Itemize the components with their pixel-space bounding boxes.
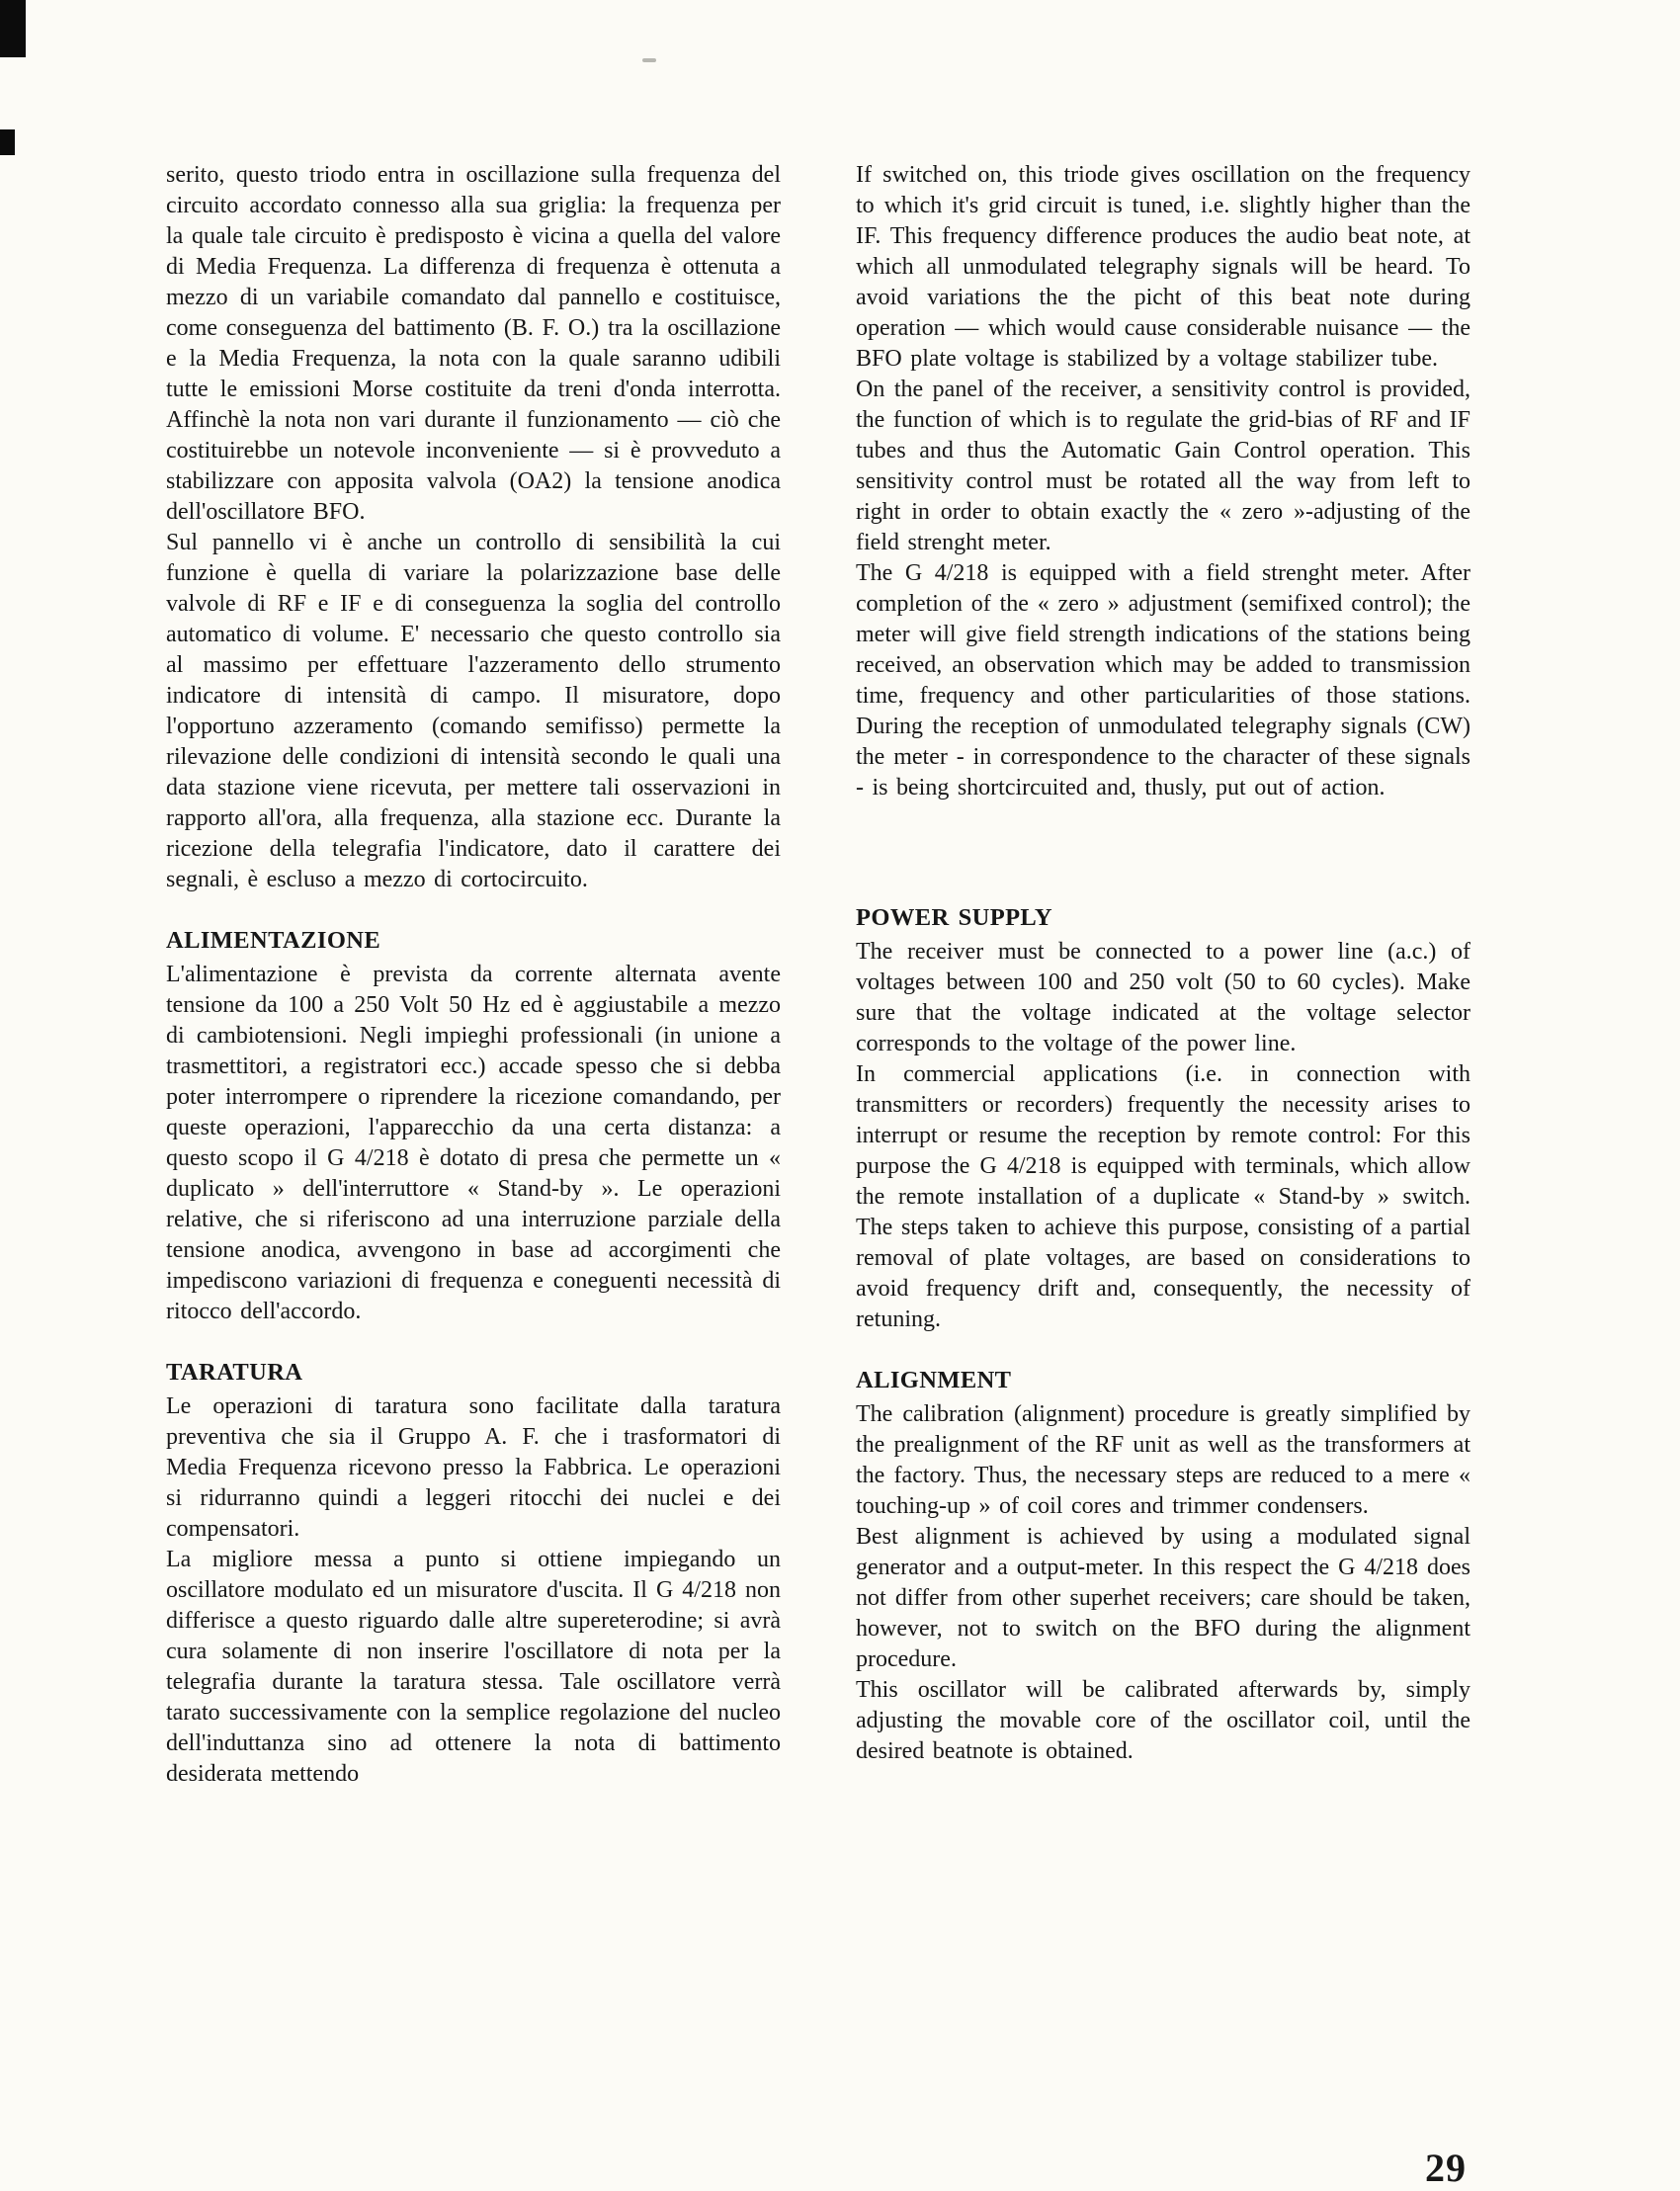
scan-artifact [642,58,656,62]
paragraph: The G 4/218 is equipped with a field strenght meter. After completion of the « zero » adjustment (semifixed control); the meter will give field strength indications of the stations being received, an observation which may be added to transmission time, frequency and other particularities of those stations. During the reception of unmodulated telegraphy signals (CW) the meter - in correspondence to the character of these signals - is being shortcircuited and, thusly, put out of action. [856,560,1470,801]
text-section [166,1357,781,1790]
text-section [856,902,1470,1335]
paragraph: L'alimentazione è prevista da corrente alternata avente tensione da 100 a 250 Volt 50 Hz ed è aggiustabile a mezzo di cambiotensioni. Negli impieghi professionali (in unione a trasmettitori, a registratori ecc.) accade spesso che si debba poter interrompere o riprendere la ricezione comandando, per queste operazioni, l'apparecchio da una certa distanza: a questo scopo il G 4/218 è dotato di presa che permette un « duplicato » dell'interruttore « Stand-by ». Le operazioni relative, che si riferiscono ad una interruzione parziale della tensione anodica, avvengono in base ad accorgimenti che impediscono variazioni di frequenza e coneguenti necessità di ritocco dell'accordo. [166,962,781,1324]
paragraph: Sul pannello vi è anche un controllo di sensibilità la cui funzione è quella di variare la polarizzazione base delle valvole di RF e IF e di conseguenza la soglia del controllo automatico di volume. E' necessario che questo controllo sia al massimo per effettuare l'azzeramento dello strumento indicatore di intensità di campo. Il misuratore, dopo l'opportuno azzeramento (comando semifisso) permette la rilevazione delle condizioni di intensità secondo le quali una data stazione viene ricevuta, per mettere tali osservazioni in rapporto all'ora, alla frequenza, alla stazione ecc. Durante la ricezione della telegrafia l'indicatore, dato il carattere dei segnali, è escluso a mezzo di cortocircuito. [166,530,781,892]
section-heading: TARATURA [166,1359,303,1386]
right-column-english-text [856,160,1470,1767]
paragraph: The receiver must be connected to a power line (a.c.) of voltages between 100 and 250 volt (50 to 60 cycles). Make sure that the voltage indicated at the voltage selector corresponds to the voltage of the power line. [856,939,1470,1056]
page-number: 29 [1425,2146,1467,2190]
paragraph: Best alignment is achieved by using a modulated signal generator and a output-meter. In this respect the G 4/218 does not differ from other superhet receivers; care should be taken, however, not to switch on the BFO during the alignment procedure. [856,1524,1470,1672]
paragraph: On the panel of the receiver, a sensitivity control is provided, the function of which is to regulate the grid-bias of RF and IF tubes and thus the Automatic Gain Control operation. This sensitivity control must be rotated all the way from left to right in order to obtain exactly the « zero »-adjusting of the field strenght meter. [856,377,1470,555]
section-heading: POWER SUPPLY [856,904,1053,931]
paragraph: Le operazioni di taratura sono facilitate dalla taratura preventiva che sia il Gruppo A. F. che i trasformatori di Media Frequenza ricevono presso la Fabbrica. Le operazioni si ridurranno quindi a leggeri ritocchi dei nuclei e dei compensatori. [166,1393,781,1542]
text-section [856,160,1470,803]
left-column-italian-text [166,160,781,1790]
paragraph: serito, questo triodo entra in oscillazione sulla frequenza del circuito accordato connesso alla sua griglia: la frequenza per la quale tale circuito è predisposto è vicina a quella del valore di Media Frequenza. La differenza di frequenza è ottenuta a mezzo di un variabile comandato dal pannello e costituisce, come conseguenza del battimento (B. F. O.) tra la oscillazione e la Media Frequenza, la nota con la quale saranno udibili tutte le emissioni Morse costituite da treni d'onda interrotta. Affinchè la nota non vari durante il funzionamento — ciò che costituirebbe un notevole inconveniente — si è provveduto a stabilizzare con apposita valvola (OA2) la tensione anodica dell'oscillatore BFO. [166,162,781,525]
text-section [166,925,781,1327]
paragraph: This oscillator will be calibrated afterwards by, simply adjusting the movable core of the oscillator coil, until the desired beatnote is obtained. [856,1677,1470,1764]
scan-artifact [0,129,15,155]
section-heading: ALIGNMENT [856,1367,1012,1393]
paragraph: The calibration (alignment) procedure is greatly simplified by the prealignment of the RF unit as well as the transformers at the factory. Thus, the necessary steps are reduced to a mere « touching-up » of coil cores and trimmer condensers. [856,1401,1470,1519]
paragraph: In commercial applications (i.e. in connection with transmitters or recorders) frequently the necessity arises to interrupt or resume the reception by remote control: For this purpose the G 4/218 is equipped with terminals, which allow the remote installation of a duplicate « Stand-by » switch. The steps taken to achieve this purpose, consisting of a partial removal of plate voltages, are based on considerations to avoid frequency drift and, consequently, the necessity of retuning. [856,1061,1470,1332]
scan-artifact [0,0,26,57]
paragraph: La migliore messa a punto si ottiene impiegando un oscillatore modulato ed un misuratore d'uscita. Il G 4/218 non differisce a questo riguardo dalle altre supereterodine; si avrà cura solamente di non inserire l'oscillatore di nota per la telegrafia durante la taratura stessa. Tale oscillatore verrà tarato successivamente con la semplice regolazione del nucleo dell'induttanza sino ad ottenere la nota di battimento desiderata mettendo [166,1547,781,1787]
text-section [856,1365,1470,1767]
paragraph: If switched on, this triode gives oscillation on the frequency to which it's grid circuit is tuned, i.e. slightly higher than the IF. This frequency difference produces the audio beat note, at which all unmodulated telegraphy signals will be heard. To avoid variations the the picht of this beat note during operation — which would cause considerable nuisance — the BFO plate voltage is stabilized by a voltage stabilizer tube. [856,162,1470,372]
text-section [166,160,781,895]
section-heading: ALIMENTAZIONE [166,927,381,954]
